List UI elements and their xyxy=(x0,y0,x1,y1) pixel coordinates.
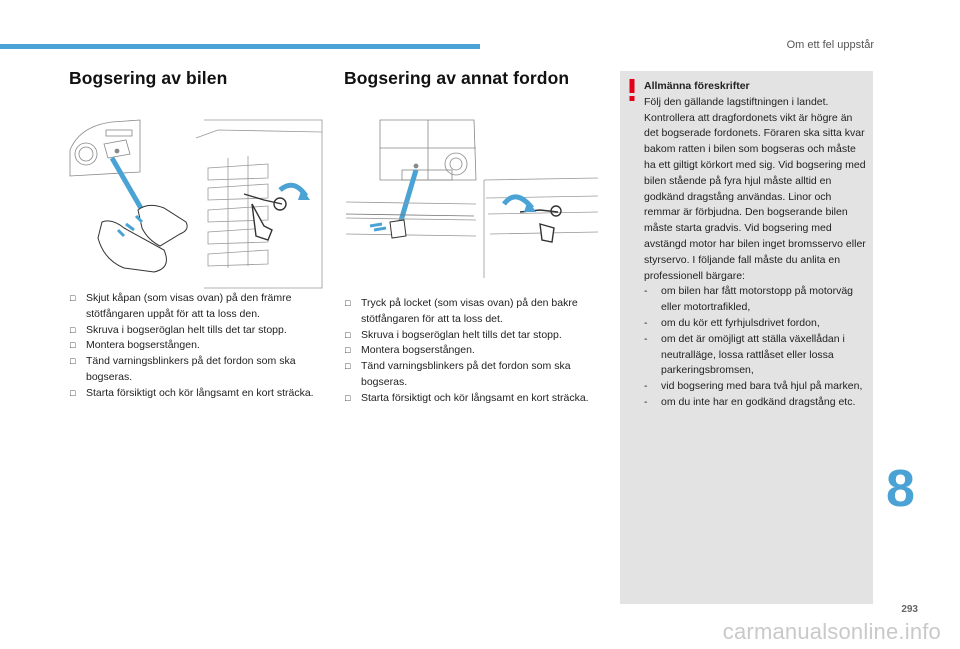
list-item: □ Montera bogserstången. xyxy=(69,338,327,354)
checkbox-icon: □ xyxy=(345,361,351,372)
front-towing-illustration xyxy=(68,118,324,290)
list-item: - om det är omöjligt att ställa växellådan i neutralläge, lossa rattlåset eller lossa parkeringsbromsen, xyxy=(644,332,845,377)
towing-eye xyxy=(244,194,286,240)
note-heading: Allmänna föreskrifter xyxy=(644,80,750,92)
list-item: □ Starta försiktigt och kör långsamt en kort sträcka. xyxy=(69,386,327,402)
title-tow-other-vehicle: Bogsering av annat fordon xyxy=(344,68,570,88)
checkbox-icon: □ xyxy=(70,340,76,351)
note-paragraph: Följ den gällande lagstiftningen i landet. Kontrollera att dragfordonets vikt är högre än det bogserade fordonets. Föraren ska sitta kvar bakom ratten i bilen som bogseras och måste ha ett giltigt körkort med sig. Vid bogsering med bilen stående på fyra hjul måste alltid en godkänd dragstång användas. Linor och remmar är förbjudna. Den bogserande bilen måste starta gradvis. Vid bogsering med avstängd motor har bilen inget bromsservo eller styrservo. I följande fall måste du anlita en professionell bärgare: xyxy=(644,95,866,282)
checkbox-icon: □ xyxy=(345,298,351,308)
list-item: - om du kör ett fyrhjulsdrivet fordon, xyxy=(644,316,820,329)
checkbox-icon: □ xyxy=(345,345,351,356)
list-item: □ Tänd varningsblinkers på det fordon som ska bogseras. xyxy=(70,355,296,383)
pointer-arrow-icon xyxy=(112,158,142,210)
bumper-cover-hand xyxy=(98,205,187,272)
checkbox-icon: □ xyxy=(70,324,76,335)
list-item: □ Skruva i bogseröglan helt tills det tar stopp. xyxy=(69,323,327,339)
section-header: Om ett fel uppstår xyxy=(786,39,874,51)
list-item: - om du inte har en godkänd dragstång etc. xyxy=(644,395,856,408)
front-grille-closeup xyxy=(196,120,322,288)
note-list xyxy=(644,284,868,410)
checkbox-icon: □ xyxy=(70,387,76,398)
list-item: - vid bogsering med bara två hjul på marken, xyxy=(644,380,863,393)
list-item: □ Montera bogserstången. xyxy=(344,343,600,359)
checkbox-icon: □ xyxy=(345,329,351,340)
list-item: - om bilen har fått motorstopp på motorväg eller motortrafikled, xyxy=(644,285,854,314)
checkbox-icon: □ xyxy=(70,356,76,367)
rear-bumper-strip xyxy=(346,202,476,236)
rear-bumper-cover xyxy=(390,220,406,238)
list-item: □ Tänd varningsblinkers på det fordon som ska bogseras. xyxy=(345,360,571,388)
checkbox-icon: □ xyxy=(70,293,76,303)
header-accent-bar xyxy=(0,44,480,49)
rear-van-inset xyxy=(380,120,476,180)
list-item: □ Tryck på locket (som visas ovan) på den bakre stötfångaren för att ta loss det. xyxy=(345,297,578,325)
middle-steps-list xyxy=(344,296,600,407)
watermark: carmanualsonline.info xyxy=(722,619,941,644)
list-item: □ Starta försiktigt och kör långsamt en kort sträcka. xyxy=(344,391,600,407)
page-number: 293 xyxy=(901,604,918,615)
title-tow-this-vehicle: Bogsering av bilen xyxy=(69,68,228,88)
front-car-inset xyxy=(70,120,140,176)
chapter-number: 8 xyxy=(886,460,915,518)
rear-towing-illustration xyxy=(344,118,600,278)
left-steps-list xyxy=(69,291,327,402)
checkbox-icon: □ xyxy=(345,392,351,403)
general-instructions-box xyxy=(620,71,873,604)
list-item: □ Skruva i bogseröglan helt tills det tar stopp. xyxy=(344,328,600,344)
warning-exclamation-icon xyxy=(628,79,636,101)
list-item: □ Skjut kåpan (som visas ovan) på den främre stötfångaren uppåt för att ta loss den. xyxy=(70,292,292,320)
